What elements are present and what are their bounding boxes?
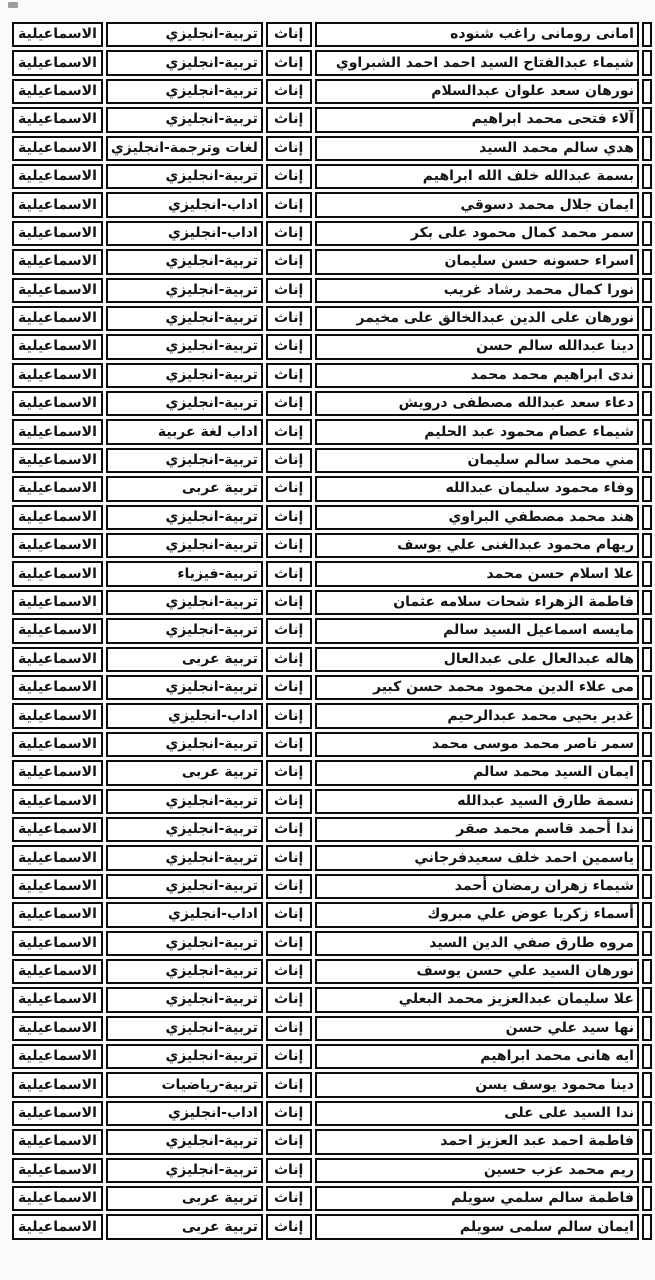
name-cell: هدي سالم محمد السيد	[315, 136, 639, 161]
gender-cell: إناث	[266, 192, 312, 217]
serial-cell-clipped	[642, 845, 652, 870]
table-row	[12, 931, 652, 956]
table-row	[12, 22, 652, 47]
table-row	[12, 732, 652, 757]
serial-cell-clipped	[642, 306, 652, 331]
applicants-table	[9, 19, 655, 1243]
serial-cell-clipped	[642, 249, 652, 274]
specialization-cell: تربية-انجليزي	[106, 817, 263, 842]
gender-cell: إناث	[266, 987, 312, 1012]
table-row	[12, 1158, 652, 1183]
specialization-cell: اداب-انجليزي	[106, 221, 263, 246]
serial-cell-clipped	[642, 590, 652, 615]
name-cell: مايسه اسماعيل السيد سالم	[315, 618, 639, 643]
gender-cell: إناث	[266, 79, 312, 104]
specialization-cell: تربية-انجليزي	[106, 987, 263, 1012]
governorate-cell: الاسماعيلية	[12, 845, 103, 870]
table-row	[12, 419, 652, 444]
name-cell: علا اسلام حسن محمد	[315, 561, 639, 586]
serial-cell-clipped	[642, 1044, 652, 1069]
table-row	[12, 363, 652, 388]
governorate-cell: الاسماعيلية	[12, 561, 103, 586]
gender-cell: إناث	[266, 249, 312, 274]
name-cell: ايه هانى محمد ابراهيم	[315, 1044, 639, 1069]
gender-cell: إناث	[266, 1016, 312, 1041]
governorate-cell: الاسماعيلية	[12, 959, 103, 984]
specialization-cell: اداب-انجليزي	[106, 192, 263, 217]
name-cell: دعاء سعد عبدالله مصطفى درويش	[315, 391, 639, 416]
governorate-cell: الاسماعيلية	[12, 931, 103, 956]
gender-cell: إناث	[266, 1072, 312, 1097]
gender-cell: إناث	[266, 22, 312, 47]
table-row	[12, 107, 652, 132]
governorate-cell: الاسماعيلية	[12, 1072, 103, 1097]
governorate-cell: الاسماعيلية	[12, 249, 103, 274]
name-cell: نسمة طارق السيد عبدالله	[315, 789, 639, 814]
table-row	[12, 306, 652, 331]
table-row	[12, 675, 652, 700]
table-row	[12, 278, 652, 303]
serial-cell-clipped	[642, 448, 652, 473]
gender-cell: إناث	[266, 959, 312, 984]
serial-cell-clipped	[642, 79, 652, 104]
table-row	[12, 448, 652, 473]
name-cell: نها سيد علي حسن	[315, 1016, 639, 1041]
governorate-cell: الاسماعيلية	[12, 1129, 103, 1154]
serial-cell-clipped	[642, 334, 652, 359]
name-cell: دينا عبدالله سالم حسن	[315, 334, 639, 359]
table-row	[12, 618, 652, 643]
governorate-cell: الاسماعيلية	[12, 278, 103, 303]
specialization-cell: اداب لغة عربية	[106, 419, 263, 444]
name-cell: هاله عبدالعال على عبدالعال	[315, 647, 639, 672]
serial-cell-clipped	[642, 732, 652, 757]
specialization-cell: تربية-انجليزي	[106, 732, 263, 757]
name-cell: فاطمة سالم سلمي سويلم	[315, 1186, 639, 1211]
gender-cell: إناث	[266, 221, 312, 246]
name-cell: أسماء زكريا عوض علي مبروك	[315, 902, 639, 927]
governorate-cell: الاسماعيلية	[12, 136, 103, 161]
specialization-cell: اداب-انجليزي	[106, 703, 263, 728]
table-row	[12, 845, 652, 870]
serial-cell-clipped	[642, 647, 652, 672]
table-row	[12, 391, 652, 416]
table-row	[12, 1016, 652, 1041]
specialization-cell: تربية عربى	[106, 1186, 263, 1211]
table-row	[12, 79, 652, 104]
table-row	[12, 249, 652, 274]
name-cell: شيماء زهران رمضان أحمد	[315, 874, 639, 899]
specialization-cell: تربية عربى	[106, 647, 263, 672]
table-row	[12, 817, 652, 842]
serial-cell-clipped	[642, 164, 652, 189]
table-row	[12, 50, 652, 75]
specialization-cell: تربية-انجليزي	[106, 845, 263, 870]
specialization-cell: لغات وترجمة-انجليزي	[106, 136, 263, 161]
name-cell: مى علاء الدين محمود محمد حسن كبير	[315, 675, 639, 700]
gender-cell: إناث	[266, 334, 312, 359]
specialization-cell: تربية عربى	[106, 476, 263, 501]
serial-cell-clipped	[642, 902, 652, 927]
governorate-cell: الاسماعيلية	[12, 1016, 103, 1041]
gender-cell: إناث	[266, 647, 312, 672]
gender-cell: إناث	[266, 845, 312, 870]
specialization-cell: اداب-انجليزي	[106, 902, 263, 927]
governorate-cell: الاسماعيلية	[12, 22, 103, 47]
specialization-cell: تربية-انجليزي	[106, 618, 263, 643]
gender-cell: إناث	[266, 107, 312, 132]
name-cell: اسراء حسونه حسن سليمان	[315, 249, 639, 274]
serial-cell-clipped	[642, 221, 652, 246]
serial-cell-clipped	[642, 1016, 652, 1041]
table-row	[12, 1214, 652, 1239]
gender-cell: إناث	[266, 533, 312, 558]
serial-cell-clipped	[642, 1158, 652, 1183]
governorate-cell: الاسماعيلية	[12, 50, 103, 75]
gender-cell: إناث	[266, 789, 312, 814]
table-row	[12, 136, 652, 161]
specialization-cell: تربية-انجليزي	[106, 306, 263, 331]
governorate-cell: الاسماعيلية	[12, 1186, 103, 1211]
gender-cell: إناث	[266, 931, 312, 956]
governorate-cell: الاسماعيلية	[12, 107, 103, 132]
gender-cell: إناث	[266, 136, 312, 161]
table-row	[12, 1044, 652, 1069]
serial-cell-clipped	[642, 419, 652, 444]
specialization-cell: تربية-انجليزي	[106, 1016, 263, 1041]
serial-cell-clipped	[642, 959, 652, 984]
specialization-cell: تربية-انجليزي	[106, 533, 263, 558]
specialization-cell: اداب-انجليزي	[106, 1101, 263, 1126]
name-cell: آلاء فتحى محمد ابراهيم	[315, 107, 639, 132]
gender-cell: إناث	[266, 618, 312, 643]
gender-cell: إناث	[266, 817, 312, 842]
gender-cell: إناث	[266, 1129, 312, 1154]
gender-cell: إناث	[266, 590, 312, 615]
name-cell: ايمان سالم سلمى سويلم	[315, 1214, 639, 1239]
table-row	[12, 647, 652, 672]
name-cell: نورا كمال محمد رشاد غريب	[315, 278, 639, 303]
specialization-cell: تربية عربى	[106, 1214, 263, 1239]
gender-cell: إناث	[266, 1158, 312, 1183]
serial-cell-clipped	[642, 50, 652, 75]
serial-cell-clipped	[642, 618, 652, 643]
name-cell: وفاء محمود سليمان عبدالله	[315, 476, 639, 501]
serial-cell-clipped	[642, 760, 652, 785]
specialization-cell: تربية-انجليزي	[106, 249, 263, 274]
serial-cell-clipped	[642, 107, 652, 132]
name-cell: شيماء عصام محمود عبد الحليم	[315, 419, 639, 444]
specialization-cell: تربية-انجليزي	[106, 22, 263, 47]
gender-cell: إناث	[266, 902, 312, 927]
name-cell: نورهان السيد علي حسن يوسف	[315, 959, 639, 984]
gender-cell: إناث	[266, 675, 312, 700]
serial-cell-clipped	[642, 1101, 652, 1126]
name-cell: ياسمين احمد خلف سعيدفرجاني	[315, 845, 639, 870]
name-cell: بسمة عبدالله خلف الله ابراهيم	[315, 164, 639, 189]
specialization-cell: تربية-انجليزي	[106, 1158, 263, 1183]
governorate-cell: الاسماعيلية	[12, 1101, 103, 1126]
specialization-cell: تربية-انجليزي	[106, 959, 263, 984]
name-cell: ندا أحمد قاسم محمد صقر	[315, 817, 639, 842]
specialization-cell: تربية-انجليزي	[106, 874, 263, 899]
gender-cell: إناث	[266, 278, 312, 303]
name-cell: هند محمد مصطفي البراوي	[315, 505, 639, 530]
specialization-cell: تربية-رياضيات	[106, 1072, 263, 1097]
specialization-cell: تربية-انجليزي	[106, 334, 263, 359]
gender-cell: إناث	[266, 164, 312, 189]
table-row	[12, 192, 652, 217]
specialization-cell: تربية-انجليزي	[106, 505, 263, 530]
governorate-cell: الاسماعيلية	[12, 703, 103, 728]
specialization-cell: تربية-فيزياء	[106, 561, 263, 586]
governorate-cell: الاسماعيلية	[12, 647, 103, 672]
table-row	[12, 959, 652, 984]
scan-smudge-artifact	[8, 2, 18, 8]
gender-cell: إناث	[266, 874, 312, 899]
table-row	[12, 987, 652, 1012]
governorate-cell: الاسماعيلية	[12, 505, 103, 530]
table-row	[12, 1129, 652, 1154]
table-row	[12, 476, 652, 501]
name-cell: ريهام محمود عبدالغنى علي يوسف	[315, 533, 639, 558]
governorate-cell: الاسماعيلية	[12, 789, 103, 814]
governorate-cell: الاسماعيلية	[12, 1214, 103, 1239]
governorate-cell: الاسماعيلية	[12, 419, 103, 444]
gender-cell: إناث	[266, 419, 312, 444]
governorate-cell: الاسماعيلية	[12, 987, 103, 1012]
name-cell: علا سليمان عبدالعزيز محمد البعلي	[315, 987, 639, 1012]
serial-cell-clipped	[642, 476, 652, 501]
gender-cell: إناث	[266, 1044, 312, 1069]
serial-cell-clipped	[642, 136, 652, 161]
name-cell: امانى رومانى راغب شنوده	[315, 22, 639, 47]
specialization-cell: تربية-انجليزي	[106, 590, 263, 615]
governorate-cell: الاسماعيلية	[12, 533, 103, 558]
gender-cell: إناث	[266, 476, 312, 501]
governorate-cell: الاسماعيلية	[12, 732, 103, 757]
serial-cell-clipped	[642, 505, 652, 530]
specialization-cell: تربية-انجليزي	[106, 1044, 263, 1069]
gender-cell: إناث	[266, 448, 312, 473]
governorate-cell: الاسماعيلية	[12, 164, 103, 189]
gender-cell: إناث	[266, 1186, 312, 1211]
serial-cell-clipped	[642, 1129, 652, 1154]
serial-cell-clipped	[642, 931, 652, 956]
gender-cell: إناث	[266, 391, 312, 416]
governorate-cell: الاسماعيلية	[12, 1044, 103, 1069]
specialization-cell: تربية-انجليزي	[106, 79, 263, 104]
governorate-cell: الاسماعيلية	[12, 79, 103, 104]
table-row	[12, 561, 652, 586]
governorate-cell: الاسماعيلية	[12, 902, 103, 927]
name-cell: نورهان على الدين عبدالخالق على مخيمر	[315, 306, 639, 331]
governorate-cell: الاسماعيلية	[12, 363, 103, 388]
serial-cell-clipped	[642, 391, 652, 416]
specialization-cell: تربية-انجليزي	[106, 107, 263, 132]
governorate-cell: الاسماعيلية	[12, 1158, 103, 1183]
gender-cell: إناث	[266, 1214, 312, 1239]
name-cell: فاطمة الزهراء شحات سلامه عثمان	[315, 590, 639, 615]
serial-cell-clipped	[642, 278, 652, 303]
specialization-cell: تربية-انجليزي	[106, 931, 263, 956]
specialization-cell: تربية-انجليزي	[106, 50, 263, 75]
specialization-cell: تربية-انجليزي	[106, 363, 263, 388]
serial-cell-clipped	[642, 1214, 652, 1239]
name-cell: سمر ناصر محمد موسى محمد	[315, 732, 639, 757]
governorate-cell: الاسماعيلية	[12, 448, 103, 473]
gender-cell: إناث	[266, 703, 312, 728]
governorate-cell: الاسماعيلية	[12, 221, 103, 246]
table-row	[12, 533, 652, 558]
table-row	[12, 505, 652, 530]
gender-cell: إناث	[266, 306, 312, 331]
serial-cell-clipped	[642, 675, 652, 700]
specialization-cell: تربية-انجليزي	[106, 278, 263, 303]
table-row	[12, 902, 652, 927]
name-cell: دينا محمود يوسف يسن	[315, 1072, 639, 1097]
specialization-cell: تربية-انجليزي	[106, 391, 263, 416]
applicants-table-body	[12, 22, 652, 1240]
serial-cell-clipped	[642, 789, 652, 814]
name-cell: ندى ابراهيم محمد محمد	[315, 363, 639, 388]
name-cell: ندا السيد على على	[315, 1101, 639, 1126]
governorate-cell: الاسماعيلية	[12, 618, 103, 643]
gender-cell: إناث	[266, 363, 312, 388]
governorate-cell: الاسماعيلية	[12, 760, 103, 785]
specialization-cell: تربية-انجليزي	[106, 675, 263, 700]
serial-cell-clipped	[642, 817, 652, 842]
specialization-cell: تربية-انجليزي	[106, 448, 263, 473]
serial-cell-clipped	[642, 1186, 652, 1211]
gender-cell: إناث	[266, 505, 312, 530]
governorate-cell: الاسماعيلية	[12, 476, 103, 501]
serial-cell-clipped	[642, 561, 652, 586]
governorate-cell: الاسماعيلية	[12, 391, 103, 416]
serial-cell-clipped	[642, 1072, 652, 1097]
name-cell: سمر محمد كمال محمود على بكر	[315, 221, 639, 246]
name-cell: شيماء عبدالفتاح السيد احمد احمد الشبراوي	[315, 50, 639, 75]
gender-cell: إناث	[266, 50, 312, 75]
serial-cell-clipped	[642, 987, 652, 1012]
serial-cell-clipped	[642, 703, 652, 728]
specialization-cell: تربية عربى	[106, 760, 263, 785]
gender-cell: إناث	[266, 561, 312, 586]
name-cell: فاطمة احمد عبد العزيز احمد	[315, 1129, 639, 1154]
table-row	[12, 789, 652, 814]
specialization-cell: تربية-انجليزي	[106, 164, 263, 189]
table-row	[12, 1101, 652, 1126]
governorate-cell: الاسماعيلية	[12, 306, 103, 331]
governorate-cell: الاسماعيلية	[12, 817, 103, 842]
table-row	[12, 334, 652, 359]
name-cell: مروه طارق صفي الدين السيد	[315, 931, 639, 956]
specialization-cell: تربية-انجليزي	[106, 1129, 263, 1154]
governorate-cell: الاسماعيلية	[12, 192, 103, 217]
serial-cell-clipped	[642, 22, 652, 47]
table-row	[12, 590, 652, 615]
name-cell: ايمان السيد محمد سالم	[315, 760, 639, 785]
name-cell: ريم محمد عزب حسين	[315, 1158, 639, 1183]
gender-cell: إناث	[266, 760, 312, 785]
serial-cell-clipped	[642, 874, 652, 899]
serial-cell-clipped	[642, 363, 652, 388]
gender-cell: إناث	[266, 732, 312, 757]
gender-cell: إناث	[266, 1101, 312, 1126]
table-row	[12, 874, 652, 899]
governorate-cell: الاسماعيلية	[12, 675, 103, 700]
name-cell: ايمان جلال محمد دسوقي	[315, 192, 639, 217]
name-cell: غدير يحيى محمد عبدالرحيم	[315, 703, 639, 728]
specialization-cell: تربية-انجليزي	[106, 789, 263, 814]
governorate-cell: الاسماعيلية	[12, 590, 103, 615]
name-cell: نورهان سعد علوان عبدالسلام	[315, 79, 639, 104]
table-row	[12, 1072, 652, 1097]
governorate-cell: الاسماعيلية	[12, 334, 103, 359]
name-cell: مني محمد سالم سليمان	[315, 448, 639, 473]
table-row	[12, 703, 652, 728]
table-row	[12, 1186, 652, 1211]
serial-cell-clipped	[642, 192, 652, 217]
table-row	[12, 164, 652, 189]
table-row	[12, 221, 652, 246]
serial-cell-clipped	[642, 533, 652, 558]
table-row	[12, 760, 652, 785]
governorate-cell: الاسماعيلية	[12, 874, 103, 899]
